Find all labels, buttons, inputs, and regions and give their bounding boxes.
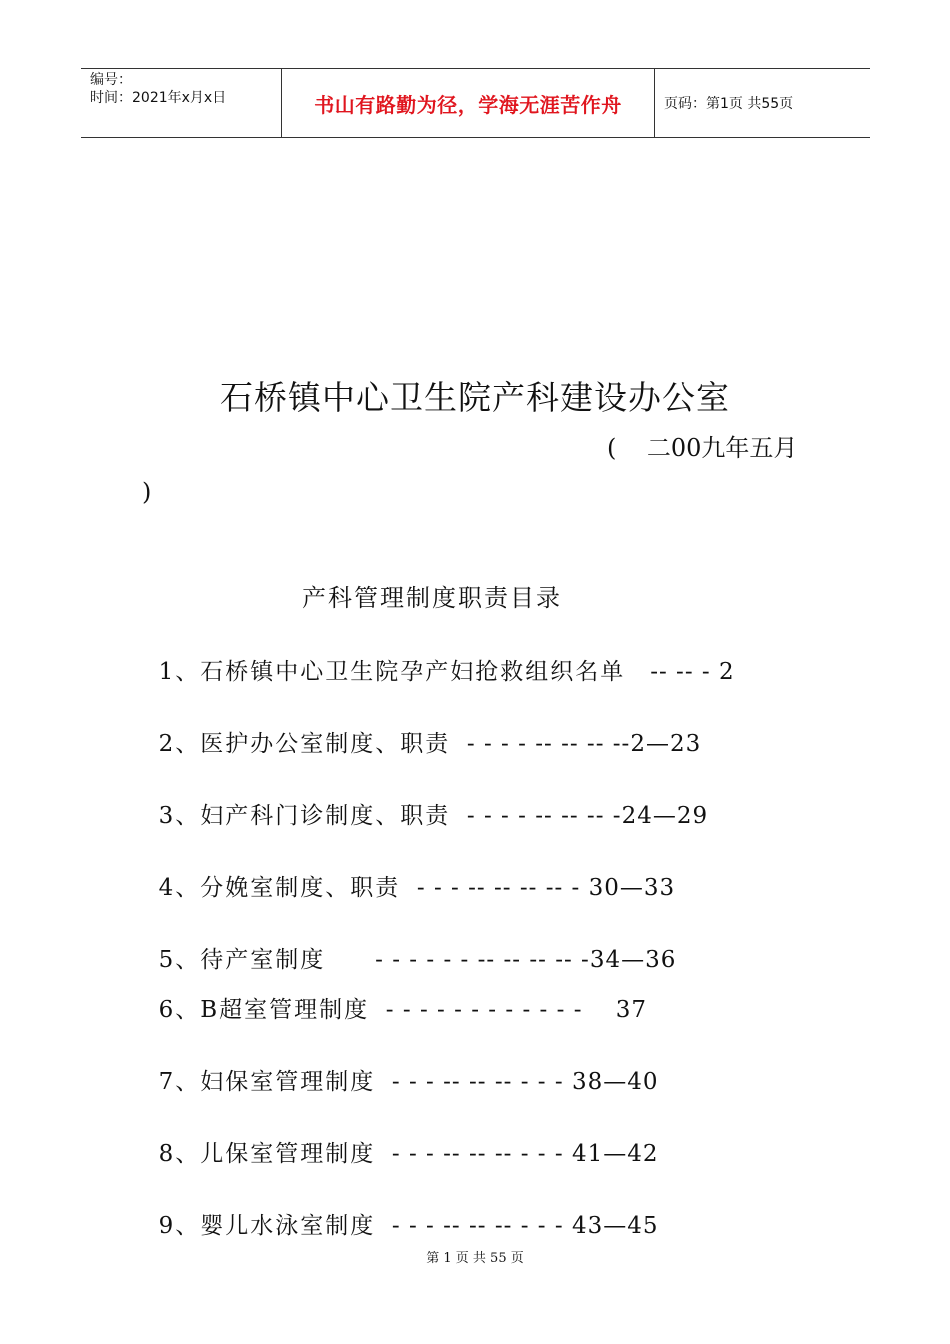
toc-entry bbox=[144, 774, 708, 830]
toc-entry-leader: - - - - - - -- -- -- -- - bbox=[325, 947, 590, 973]
toc-entry-leader: -- -- - bbox=[625, 659, 719, 685]
toc-entry bbox=[144, 702, 701, 758]
toc-entry-number: 4、 bbox=[158, 875, 201, 901]
page-footer: 第 1 页 共 55 页 bbox=[426, 1251, 524, 1266]
toc-entry-title: 妇保室管理制度 bbox=[200, 1069, 376, 1095]
document-title: 石桥镇中心卫生院产科建设办公室 bbox=[220, 378, 730, 417]
toc-entry-number: 6、 bbox=[158, 997, 201, 1023]
header-motto: 书山有路勤为径，学海无涯苦作舟 bbox=[314, 92, 622, 117]
toc-entry-number: 2、 bbox=[158, 731, 201, 757]
toc-entry-title: 婴儿水泳室制度 bbox=[200, 1213, 376, 1239]
header-time-label: 时间：2021年x月x日 bbox=[90, 90, 227, 106]
toc-entry-pages: 38—40 bbox=[571, 1069, 659, 1095]
header-meta bbox=[90, 71, 226, 107]
toc-entry-leader: - - - -- -- -- -- - bbox=[400, 875, 589, 901]
toc-entry-pages: 30—33 bbox=[588, 875, 676, 901]
document-date: ( 二00九年五月 bbox=[607, 434, 798, 462]
toc-entry-leader: - - - -- -- -- - - - bbox=[375, 1141, 572, 1167]
toc-entry-title: B超室管理制度 bbox=[200, 997, 370, 1023]
toc-entry-pages: 24—29 bbox=[621, 803, 709, 829]
toc-entry-title: 石桥镇中心卫生院孕产妇抢救组织名单 bbox=[200, 659, 626, 685]
toc-entry-pages: 2—23 bbox=[630, 731, 702, 757]
toc-entry-pages: 34—36 bbox=[589, 947, 677, 973]
toc-entry-title: 妇产科门诊制度、职责 bbox=[200, 803, 451, 829]
toc-entry-pages: 43—45 bbox=[571, 1213, 659, 1239]
toc-entry-pages: 37 bbox=[615, 997, 647, 1023]
toc-entry bbox=[144, 846, 675, 902]
toc-entry-leader: - - - - -- -- -- - bbox=[450, 803, 622, 829]
toc-entry-number: 8、 bbox=[158, 1141, 201, 1167]
toc-entry bbox=[144, 968, 647, 1024]
header-number-label: 编号： bbox=[90, 72, 132, 88]
toc-entry-leader: - - - - - - - - - - - - bbox=[369, 997, 616, 1023]
toc-entry-title: 儿保室管理制度 bbox=[200, 1141, 376, 1167]
toc-entry-title: 医护办公室制度、职责 bbox=[200, 731, 451, 757]
toc-entry bbox=[144, 918, 676, 974]
toc-entry-pages: 41—42 bbox=[571, 1141, 659, 1167]
header-divider-right bbox=[654, 69, 655, 137]
document-date-close: ) bbox=[142, 478, 152, 506]
toc-entry bbox=[144, 630, 735, 686]
toc-entry-number: 3、 bbox=[158, 803, 201, 829]
toc-entry bbox=[144, 1112, 659, 1168]
toc-entry-number: 5、 bbox=[158, 947, 201, 973]
toc-entry-leader: - - - - -- -- -- -- bbox=[450, 731, 631, 757]
document-header bbox=[81, 68, 870, 138]
header-page-info: 页码：第1页 共55页 bbox=[664, 96, 794, 112]
toc-entry-title: 分娩室制度、职责 bbox=[200, 875, 401, 901]
toc-entry-number: 9、 bbox=[158, 1213, 201, 1239]
toc-entry-leader: - - - -- -- -- - - - bbox=[375, 1069, 572, 1095]
toc-entry bbox=[144, 1184, 659, 1240]
toc-entry-pages: 2 bbox=[719, 659, 735, 685]
toc-entry-number: 7、 bbox=[158, 1069, 201, 1095]
toc-entry-title: 待产室制度 bbox=[200, 947, 326, 973]
toc-entry bbox=[144, 1040, 659, 1096]
toc-entry-number: 1、 bbox=[158, 659, 201, 685]
toc-entry-leader: - - - -- -- -- - - - bbox=[375, 1213, 572, 1239]
toc-heading: 产科管理制度职责目录 bbox=[302, 584, 562, 612]
